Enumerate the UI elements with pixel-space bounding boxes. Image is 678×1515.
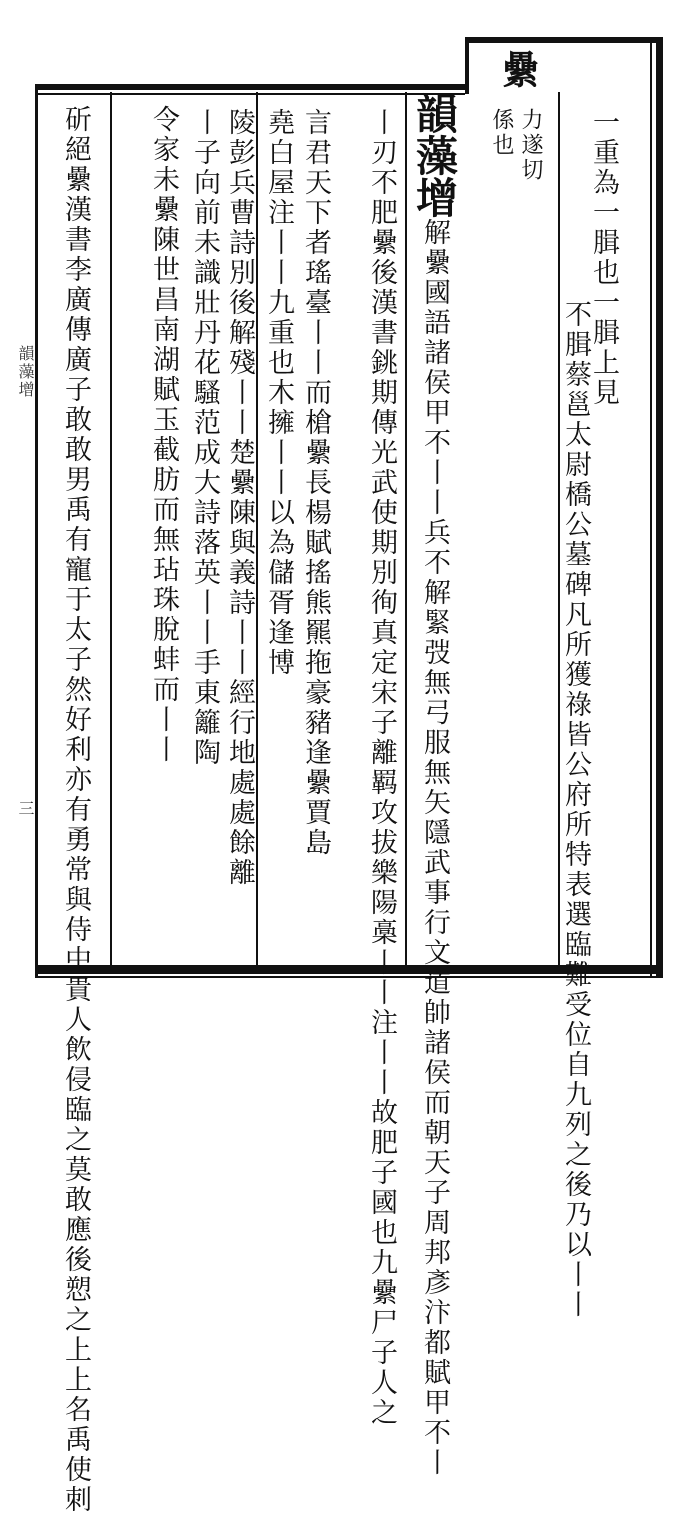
column-rule [405,92,407,967]
tab-left-border [465,37,469,94]
right-border [656,37,663,977]
text-column: 令家未纍陳世昌南湖賦玉截肪而無玷珠脫蚌而丨丨 [148,105,179,765]
text-column: 丨刃不肥纍後漢書銚期傳光武使期別徇真定宋子離羁攻拔樂陽槀丨丨注丨丨故肥子國也九纍尸子人之 [366,108,397,1428]
text-column: 堯白屋注丨丨九重也木擁丨丨以為儲胥逢博 [263,108,294,678]
entry-pronunciation: 力遂切 [518,108,543,183]
section-heading: 韻藻增 [410,92,459,218]
margin-title: 韻藻增 [16,345,35,399]
top-border-thin [35,93,465,95]
text-column: 言君天下者瑤臺丨丨而槍纍長楊賦搖熊羆拖豪豬逢纍賈島 [300,108,331,858]
text-column: 丨子向前未識壯丹花騷范成大詩落英丨丨手東籬陶 [189,108,220,768]
entry-heading-tab [490,50,545,90]
left-border [35,84,38,978]
right-border-thin [650,37,652,977]
column-rule [110,92,112,967]
section-body: 解纍國語諸侯甲不丨丨兵不解緊弢無弓服無矢隱武事行文道帥諸侯而朝天子周邦彥汴都賦甲不丨 [419,218,450,1478]
tab-top-border [465,37,663,43]
section-heading-column [410,92,459,1478]
entry-gloss: 係也 [489,108,514,158]
text-column: 陵彭兵曹詩別後解殘丨丨楚纍陳與義詩丨丨經行地處處餘離 [224,108,255,888]
text-column: 斫絕纍漢書李廣傳廣子敢敢男禹有寵于太子然好利亦有勇常與侍中貴人飲侵臨之莫敢應後愬之上上名禹使刺 [60,105,91,1515]
column-rule [256,92,258,967]
margin-page-number: 三 [16,800,35,818]
text-column: 不䐕蔡邕太尉橋公墓碑凡所獲祿皆公府所特表選臨難受位自九列之後乃以丨丨 [560,300,591,1320]
top-border [35,84,465,90]
entry-head-character: 纍 [495,50,540,90]
text-column: 一重為一䐕也一䐕上見 [588,108,619,408]
